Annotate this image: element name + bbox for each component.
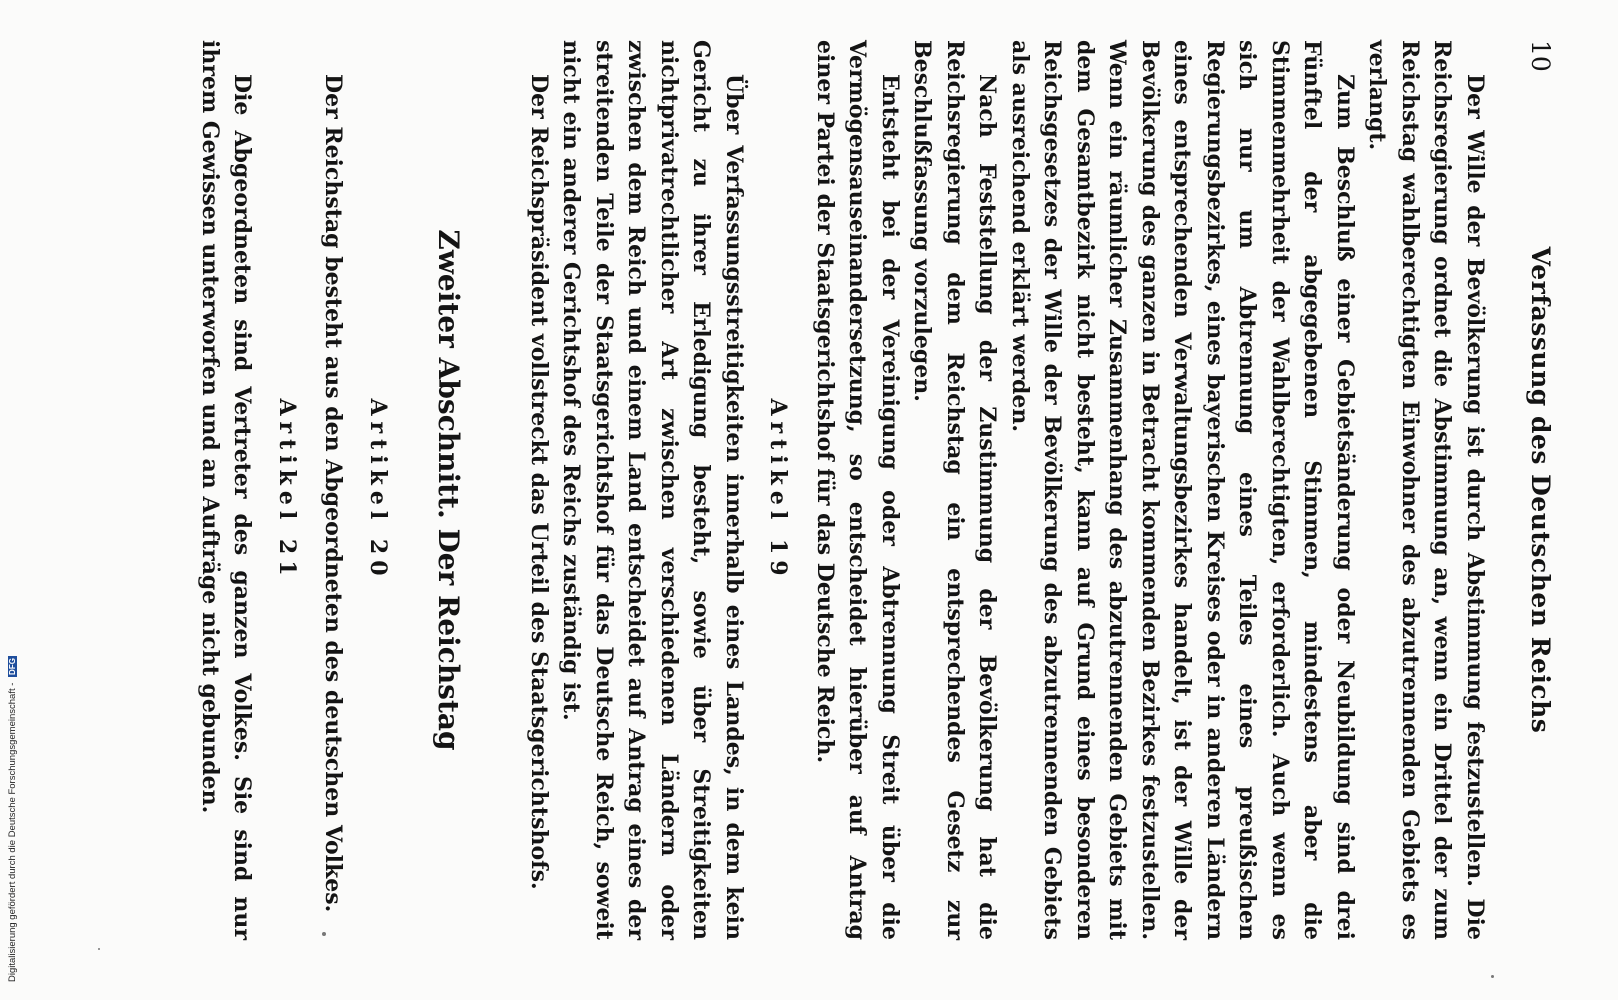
paragraph: Der Reichspräsident vollstreckt das Urteil des Staatsgerichtshofs. (526, 74, 552, 890)
running-head (1519, 40, 1559, 940)
digitization-attribution (7, 22, 18, 982)
paragraph: Der Reichstag besteht aus den Abgeordneten des deutschen Volkes. (320, 74, 347, 913)
section-heading: Zweiter Abschnitt. Der Reichstag (432, 229, 466, 751)
article-19-heading: Artikel 19 (765, 398, 792, 582)
paragraph: Über Verfassungsstreitigkeiten innerhalb eines Landes, in dem kein Gericht zu ihrer Erledigung besteht, sowie über Streitigkeiten nichtprivatrechtlicher Art zwischen verschiedenen Ländern oder zwischen dem Reich und einem Land entscheidet auf Antrag eines der streitenden Teile der Staatsgerichtshof für das Deutsche Reich, soweit nicht ein anderer Gerichtshof des Reichs zuständig ist. (558, 40, 747, 940)
paragraph: Zum Beschluß einer Gebietsänderung oder Neubildung sind drei Fünftel der abgegebenen Stimmen, mindestens aber die Stimmenmehrheit der Wahlberechtigten, erforderlich. Auch wenn es sich nur um Abtrennung eines Teiles eines preußischen Regierungsbezirkes, eines bayerischen Kreises oder in anderen Ländern eines entsprechenden Verwaltungsbezirkes handelt, ist der Wille der Bevölkerung des ganzen in Betracht kommenden Bezirkes festzustellen. Wenn ein räumlicher Zusammenhang des abzutrennenden Gebiets mit dem Gesamtbezirk nicht besteht, kann auf Grund eines besonderen Reichsgesetzes der Wille der Bevölkerung des abzutrennenden Gebiets als ausreichend erklärt werden. (1007, 40, 1358, 940)
paragraph: Entsteht bei der Vereinigung oder Abtrennung Streit über die Vermögensauseinandersetzung, so entscheidet hierüber auf Antrag einer Partei der Staatsgerichtshof für das Deutsche Reich. (812, 40, 903, 940)
article-20-heading: Artikel 20 (365, 398, 391, 582)
page-body (194, 40, 1492, 940)
dfg-logo-icon: DFG (7, 658, 17, 675)
scan-speck (1491, 975, 1494, 978)
document-page (119, 40, 1559, 960)
scan-speck (322, 932, 326, 936)
running-title: Verfassung des Deutschen Reichs (1526, 246, 1555, 734)
paragraph: Der Wille der Bevölkerung ist durch Abstimmung festzustellen. Die Reichsregierung ordnet die Abstimmung an, wenn ein Drittel der zum Reichstag wahlberechtigten Einwohner des abzutrennenden Gebiets es verlangt. (1364, 40, 1488, 940)
paragraph: Die Abgeordneten sind Vertreter des ganzen Volkes. Sie sind nur ihrem Gewissen unterworfen und an Aufträge nicht gebunden. (197, 40, 256, 940)
page-number: 10 (1526, 40, 1555, 72)
paragraph: Nach Feststellung der Zustimmung der Bevölkerung hat die Reichsregierung dem Reichstag ein entsprechendes Gesetz zur Beschlußfassung vorzulegen. (909, 40, 1001, 940)
article-21-heading: Artikel 21 (274, 398, 300, 582)
scan-speck (98, 948, 100, 950)
attribution-text: Digitalisierung gefördert durch die Deutsche Forschungsgemeinschaft - (7, 682, 18, 982)
